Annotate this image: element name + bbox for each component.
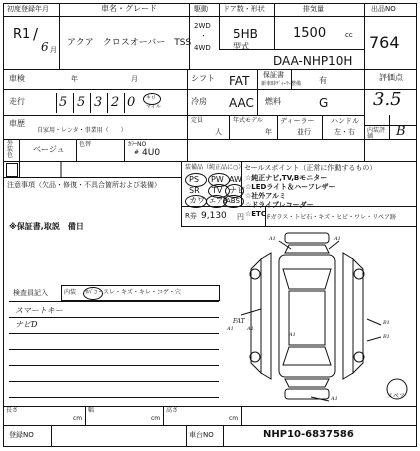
fuel-label: 燃料 bbox=[265, 97, 281, 106]
exterior-color: ベージュ bbox=[33, 145, 65, 154]
capacity-label: 定員 bbox=[191, 117, 204, 124]
equip-pw: PW bbox=[211, 175, 224, 184]
length-unit: cm bbox=[73, 415, 83, 422]
mileage-unit-km: キロ bbox=[146, 95, 157, 101]
mark-left-door: A1 bbox=[227, 326, 234, 332]
handle-value: 左・右 bbox=[334, 128, 355, 136]
mark-rear-bumper: A1 bbox=[331, 396, 338, 402]
notes-label: 注意事項（欠品・修復・不具合箇所および装備） bbox=[7, 181, 161, 189]
mark-right-door: B1 bbox=[383, 320, 390, 326]
ac-value: AAC bbox=[229, 96, 254, 110]
width-label: 幅 bbox=[88, 407, 95, 414]
warranty-label: 保証書 bbox=[263, 71, 284, 79]
spare-label: スペア bbox=[387, 393, 406, 400]
drive-label: 駆動 bbox=[194, 5, 208, 13]
score-label: 評価点 bbox=[379, 73, 403, 82]
mileage-digit-3: 3 bbox=[94, 95, 103, 110]
circle-tobacco bbox=[83, 287, 103, 300]
sales-points-label: セールスポイント（正常に作動するもの） bbox=[244, 164, 377, 172]
model-year-label: 年式モデル bbox=[233, 117, 263, 124]
interior-value: B bbox=[396, 124, 406, 139]
model-value: DAA-NHP10H bbox=[273, 54, 353, 68]
mark-left-rear: A1 bbox=[247, 326, 254, 332]
history-label: 車歴 bbox=[9, 119, 25, 128]
circle-leather bbox=[185, 195, 207, 208]
lot-label: 出品NO bbox=[371, 5, 396, 13]
interior-label: 内装評価 bbox=[367, 127, 386, 140]
glass-checklist: Fガラス・トビ石・キズ・ヒビ・ワレ・リペア跡 bbox=[267, 214, 397, 221]
equip-navi: ナビ bbox=[229, 186, 245, 195]
shaken-month-unit: 月 bbox=[131, 75, 138, 83]
mileage-digit-2: 5 bbox=[77, 95, 86, 110]
reg-month-unit: 月 bbox=[50, 46, 57, 54]
sales-point-4: ☆ドライブレコーダー bbox=[245, 201, 314, 209]
mark-right-rear: B1 bbox=[383, 334, 390, 340]
drive-2wd: 2WD bbox=[194, 22, 211, 30]
chassis-label: 車台NO bbox=[189, 431, 214, 439]
inspector-checks: ﾀﾊﾞｺ・スレ・キズ・キレ・コゲ・穴 bbox=[85, 289, 181, 296]
exterior-color-label: 外装色 bbox=[7, 140, 14, 159]
car-name-label: 車名・グレード bbox=[101, 4, 157, 13]
mileage-digit-1: 5 bbox=[59, 95, 68, 110]
warranty-sub: 新車時ﾃﾞｨｰﾗｰ整備 bbox=[261, 81, 302, 87]
sales-point-1: ☆純正ナビ,TV,Bモニター bbox=[245, 174, 328, 182]
color-no: 4U0 bbox=[142, 148, 161, 158]
fat-mark: FAT bbox=[233, 318, 245, 325]
mark-front-left: A1 bbox=[269, 236, 276, 242]
equip-ps: PS bbox=[189, 175, 199, 184]
mark-front-right: A1 bbox=[334, 236, 341, 242]
equip-aw: AW bbox=[229, 175, 242, 184]
shift-value: FAT bbox=[229, 74, 250, 88]
reg-month: 6 bbox=[41, 40, 49, 54]
width-unit: cm bbox=[151, 415, 161, 422]
recycle-label: R券 bbox=[185, 212, 197, 220]
lot-number: 764 bbox=[369, 33, 400, 52]
shift-label: シフト bbox=[191, 74, 215, 83]
reg-era: R1 bbox=[13, 27, 31, 42]
car-name: アクア クロスオーバー TSS bbox=[67, 38, 192, 48]
displacement-unit: cc bbox=[345, 31, 353, 39]
recycle-unit: 円 bbox=[237, 213, 244, 221]
ac-label: 冷房 bbox=[191, 97, 207, 106]
equip-airbag: エアB bbox=[209, 197, 228, 205]
displacement-value: 1500 bbox=[293, 26, 327, 41]
capacity-unit: 人 bbox=[215, 128, 222, 136]
warranty-value: 有 bbox=[319, 76, 327, 85]
color-no-label: ｶﾗｰNO bbox=[128, 141, 147, 148]
length-label: 長さ bbox=[6, 407, 19, 414]
mark-roof: A1 bbox=[289, 332, 296, 338]
auction-sheet bbox=[1, 1, 419, 449]
shaken-label: 車検 bbox=[9, 74, 25, 83]
history-options: 自家用・レンタ・事業用（ ） bbox=[37, 127, 127, 134]
first-reg-label: 初度登録年月 bbox=[7, 5, 49, 13]
mileage-digit-4: 2 bbox=[111, 95, 120, 110]
recycle-value: 9,130 bbox=[201, 211, 227, 221]
repair-history-box bbox=[6, 163, 18, 177]
equip-tv: TV bbox=[212, 186, 223, 195]
mileage-label: 走行 bbox=[9, 97, 25, 106]
color-no-prefix: # bbox=[134, 149, 140, 156]
height-label: 高さ bbox=[166, 407, 179, 414]
chassis-number: NHP10-6837586 bbox=[263, 429, 354, 440]
handle-label: ハンドル bbox=[331, 117, 359, 125]
model-label: 型式 bbox=[233, 42, 249, 51]
sales-point-3: ☆社外アルミ bbox=[245, 192, 286, 200]
equip-sr: SR bbox=[189, 186, 200, 195]
displacement-label: 排気量 bbox=[303, 5, 324, 13]
inspector-line-1: スマートキー bbox=[15, 306, 63, 315]
sales-point-2: ☆LEDライト＆ハーフレザー bbox=[245, 183, 336, 191]
model-year-unit: 年 bbox=[265, 128, 272, 136]
dealer-label: ディーラー bbox=[280, 117, 315, 125]
mileage-digit-5: 0 bbox=[127, 95, 136, 110]
fuel-value: G bbox=[319, 96, 329, 110]
inspector-label: 検査員記入 bbox=[13, 289, 48, 297]
reg-slash: / bbox=[33, 25, 39, 43]
doors-label: ドア数・形状 bbox=[223, 5, 265, 13]
equip-abs: ABS bbox=[226, 197, 240, 205]
mileage-unit-mile: マイル bbox=[146, 104, 161, 110]
sales-point-5: ☆ETC bbox=[245, 210, 266, 218]
inspector-line-2: ナビD bbox=[15, 320, 38, 329]
unit-circle bbox=[143, 93, 161, 105]
inspector-interior-label: 内装 bbox=[64, 289, 77, 296]
color-change-label: 色替 bbox=[79, 141, 92, 148]
car-damage-diagram bbox=[221, 229, 413, 405]
notes-text: ※保証書,取説 備日 bbox=[9, 222, 84, 231]
dealer-sub: 並行 bbox=[297, 128, 311, 136]
equip-leather: カワ bbox=[189, 196, 205, 205]
circle-abs bbox=[223, 195, 244, 208]
circle-ps bbox=[185, 173, 207, 187]
equipment-label: 装備品（純正品に○） bbox=[185, 164, 245, 171]
reg-no-label: 登録NO bbox=[9, 431, 34, 439]
drive-dot: ・ bbox=[200, 32, 207, 40]
shaken-year-unit: 年 bbox=[71, 75, 78, 83]
score-value: 3.5 bbox=[373, 89, 402, 110]
height-unit: cm bbox=[229, 415, 239, 422]
doors-value: 5HB bbox=[233, 27, 258, 41]
drive-4wd: 4WD bbox=[194, 44, 211, 52]
